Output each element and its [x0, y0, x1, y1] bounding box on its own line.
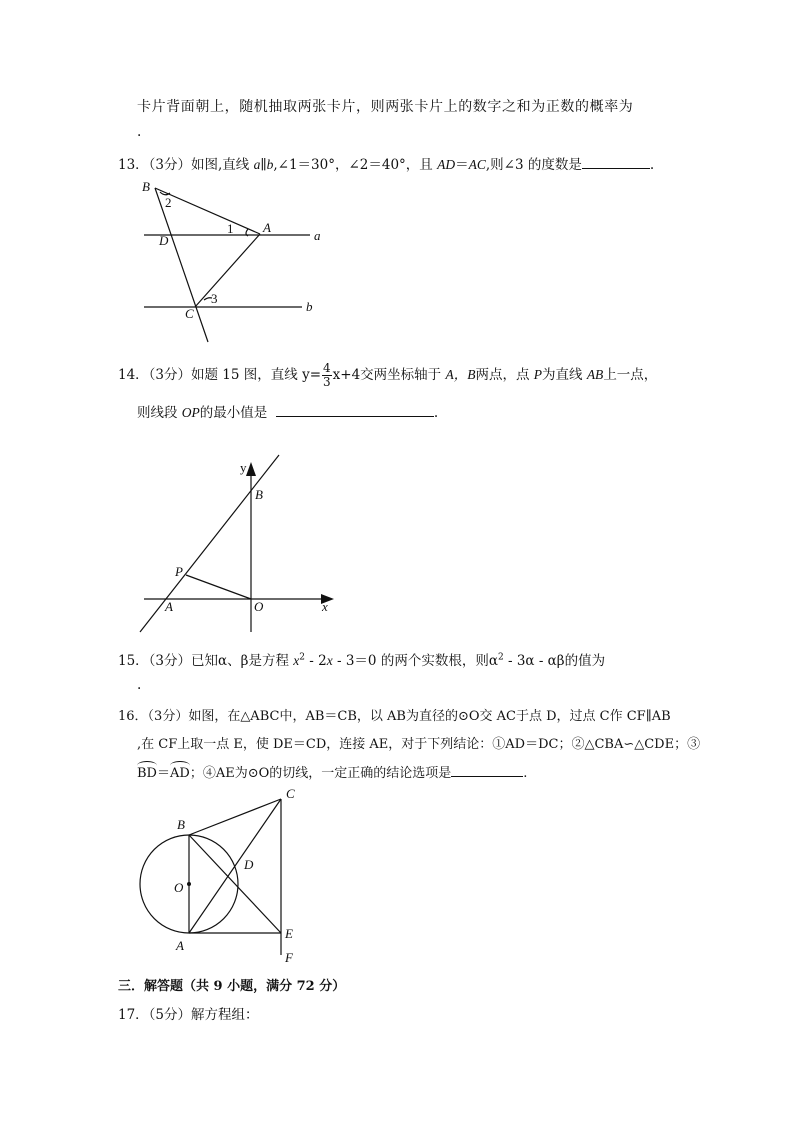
- q15-x2: x: [326, 653, 333, 668]
- q17-question: 17．（5分）解方程组：: [118, 1007, 259, 1023]
- q14-label-a: A: [165, 599, 173, 614]
- q13-label-d: D: [159, 233, 169, 248]
- q14-op: OP: [181, 405, 200, 420]
- q13-label-line-b: b: [306, 299, 313, 314]
- q12-line1: 卡片背面朝上，随机抽取两张卡片，则两张卡片上的数字之和为正数的概率为: [137, 99, 634, 115]
- q13-var-a: a: [253, 157, 261, 172]
- q13-text-a: 13．（3分）如图,直线: [118, 157, 254, 173]
- q13-label-1: 1: [227, 221, 234, 236]
- q14-label-o: O: [254, 599, 264, 614]
- q16-center-dot: [187, 882, 191, 886]
- q14-ab: AB: [586, 367, 604, 382]
- q14-end: .: [433, 405, 439, 421]
- q14-label-y: y: [240, 460, 247, 475]
- q16-line1: 16．（3分）如图，在△ABC中，AB＝CB，以 AB为直径的⊙O交 AC于点 D，过点 C作 CF∥AB: [118, 709, 671, 724]
- q13-parallel: ∥: [260, 157, 267, 173]
- q15-text-b: - 2: [304, 653, 327, 669]
- q13-text-c: ,则∠3 的度数是: [485, 157, 582, 173]
- q14-p: P: [533, 367, 543, 382]
- q14-label-b: B: [255, 487, 263, 502]
- q16-label-o: O: [174, 880, 184, 895]
- q13-text-b: ,∠1＝30°，∠2＝40°，且: [273, 157, 438, 173]
- q16-label-b: B: [177, 817, 185, 832]
- q14-frac-den: 3: [323, 375, 331, 389]
- q15-x1: x: [293, 653, 300, 668]
- q13-eq: ＝: [455, 157, 469, 173]
- q13-cond-ad: AD: [437, 157, 456, 172]
- q14-line2-a: 则线段: [137, 405, 182, 421]
- q14-text-c: 两点，点: [475, 367, 534, 383]
- q14-text-d: 为直线: [542, 367, 587, 383]
- q13-label-2: 2: [165, 195, 172, 210]
- q14-frac-num: 4: [323, 361, 331, 375]
- q13-cond-ac: AC: [468, 157, 486, 172]
- q16-line2: ,在 CF上取一点 E，使 DE＝CD，连接 AE，对于下列结论：①AD＝DC；②△CBA∽△CDE；③: [137, 737, 701, 752]
- q13-end: .: [649, 157, 655, 173]
- q16-label-a: A: [176, 938, 184, 953]
- q16-eq: ＝: [156, 766, 170, 781]
- q14-line2-b: 的最小值是: [199, 405, 268, 421]
- q13-label-a-point: A: [263, 220, 271, 235]
- q13-label-3: 3: [211, 291, 218, 306]
- q16-arc-ad: AD: [170, 766, 190, 781]
- q14-text-a: 14．（3分）如题 15 图，直线 y=: [118, 367, 322, 383]
- q13-label-b: B: [142, 179, 150, 194]
- q14-points: A，B: [445, 367, 476, 382]
- q16-label-d: D: [244, 857, 254, 872]
- q13-label-c: C: [185, 306, 194, 321]
- q16-label-c: C: [286, 786, 295, 801]
- q16-line3-b: ；④AE为⊙O的切线，一定正确的结论选项是: [189, 766, 452, 781]
- q15-end: .: [137, 677, 142, 693]
- q16-label-e: E: [285, 926, 293, 941]
- q14-label-p: P: [175, 564, 183, 579]
- q15-text-d: - 3α - αβ的值为: [503, 653, 606, 669]
- q14-text-e: 上一点，: [603, 367, 658, 383]
- q15-text-c: - 3＝0 的两个实数根，则α: [332, 653, 498, 669]
- q12-line2: .: [137, 124, 142, 140]
- q14-text-b: x+4交两坐标轴于: [332, 367, 446, 383]
- q16-end: .: [523, 766, 528, 781]
- q14-label-x: x: [322, 599, 328, 614]
- q15-sup: 2: [299, 652, 305, 663]
- q16-line-be: [189, 835, 281, 933]
- q13-label-line-a: a: [314, 228, 321, 243]
- q16-line-ac: [189, 799, 281, 933]
- q15-sup2: 2: [497, 652, 504, 663]
- q16-label-f: F: [285, 950, 293, 965]
- q16-line-bc: [189, 799, 281, 835]
- q15-text-a: 15．（3分）已知α、β是方程: [118, 653, 294, 669]
- q13-var-b: b: [266, 157, 274, 172]
- section3-title: 三．解答题（共 9 小题，满分 72 分）: [118, 979, 346, 994]
- q16-arc-bd: BD: [137, 766, 157, 781]
